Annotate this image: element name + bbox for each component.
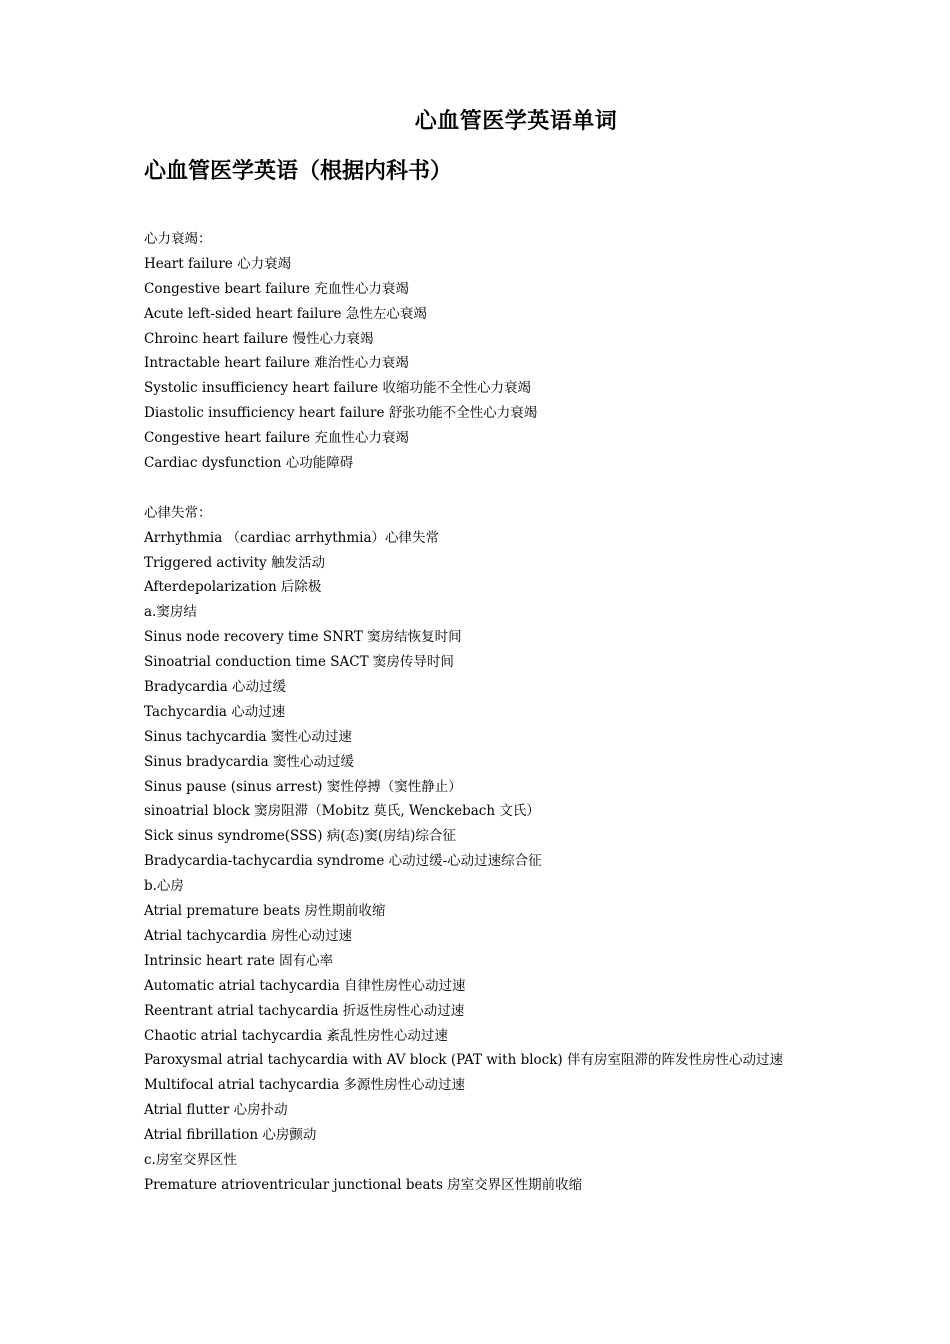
vocabulary-line: b.心房 (144, 878, 184, 895)
document-subtitle: 心血管医学英语（根据内科书） (144, 158, 453, 184)
vocabulary-line: Chaotic atrial tachycardia 紊乱性房性心动过速 (144, 1027, 448, 1044)
vocabulary-list (144, 227, 924, 1198)
vocabulary-line: Heart failure 心力衰竭 (144, 255, 292, 272)
vocabulary-line: Bradycardia 心动过缓 (144, 679, 287, 696)
vocabulary-line: a.窦房结 (144, 604, 197, 621)
vocabulary-line: Reentrant atrial tachycardia 折返性房性心动过速 (144, 1002, 465, 1019)
vocabulary-line: 心力衰竭： (144, 231, 212, 247)
vocabulary-line: Sinus node recovery time SNRT 窦房结恢复时间 (144, 629, 462, 646)
vocabulary-line: Chroinc heart failure 慢性心力衰竭 (144, 330, 374, 347)
vocabulary-line: Bradycardia-tachycardia syndrome 心动过缓-心动过速综合征 (144, 853, 542, 870)
vocabulary-line: Atrial flutter 心房扑动 (144, 1102, 288, 1119)
vocabulary-line: Atrial fibrillation 心房颤动 (144, 1127, 317, 1144)
vocabulary-line: 心律失常： (144, 504, 212, 521)
vocabulary-line: Atrial tachycardia 房性心动过速 (144, 927, 353, 944)
vocabulary-line: Cardiac dysfunction 心功能障碍 (144, 455, 354, 472)
vocabulary-line: Sick sinus syndrome(SSS) 病(态)窦(房结)综合征 (144, 828, 456, 845)
vocabulary-line: Sinus pause (sinus arrest) 窦性停搏（窦性静止） (144, 778, 462, 795)
vocabulary-line: Congestive heart failure 充血性心力衰竭 (144, 430, 409, 447)
vocabulary-line: Tachycardia 心动过速 (144, 703, 286, 720)
vocabulary-line: Triggered activity 触发活动 (144, 554, 326, 571)
vocabulary-line: sinoatrial block 窦房阻滞（Mobitz 莫氏, Wenckebach 文氏） (144, 803, 540, 820)
vocabulary-line: Congestive beart failure 充血性心力衰竭 (144, 280, 409, 297)
vocabulary-line: Intractable heart failure 难治性心力衰竭 (144, 355, 409, 372)
vocabulary-line: Sinoatrial conduction time SACT 窦房传导时间 (144, 654, 454, 671)
vocabulary-line: Atrial premature beats 房性期前收缩 (144, 903, 386, 920)
vocabulary-line: Acute left-sided heart failure 急性左心衰竭 (144, 305, 427, 322)
vocabulary-line: Afterdepolarization 后除极 (144, 579, 322, 596)
document-title: 心血管医学英语单词 (414, 108, 618, 134)
vocabulary-line: Diastolic insufficiency heart failure 舒张功能不全性心力衰竭 (144, 405, 538, 422)
vocabulary-line: Sinus tachycardia 窦性心动过速 (144, 728, 352, 745)
vocabulary-line: Arrhythmia （cardiac arrhythmia）心律失常 (144, 529, 440, 546)
vocabulary-line: Premature atrioventricular junctional beats 房室交界区性期前收缩 (144, 1176, 583, 1193)
blank-line (144, 476, 924, 501)
vocabulary-line: Paroxysmal atrial tachycardia with AV block (PAT with block) 伴有房室阻滞的阵发性房性心动过速 (144, 1052, 783, 1069)
vocabulary-line: Automatic atrial tachycardia 自律性房性心动过速 (144, 977, 466, 994)
vocabulary-line: Systolic insufficiency heart failure 收缩功能不全性心力衰竭 (144, 380, 531, 397)
vocabulary-line: Intrinsic heart rate 固有心率 (144, 952, 334, 969)
vocabulary-line: c.房室交界区性 (144, 1151, 237, 1168)
vocabulary-line: Sinus bradycardia 窦性心动过缓 (144, 753, 354, 770)
vocabulary-line: Multifocal atrial tachycardia 多源性房性心动过速 (144, 1077, 466, 1094)
